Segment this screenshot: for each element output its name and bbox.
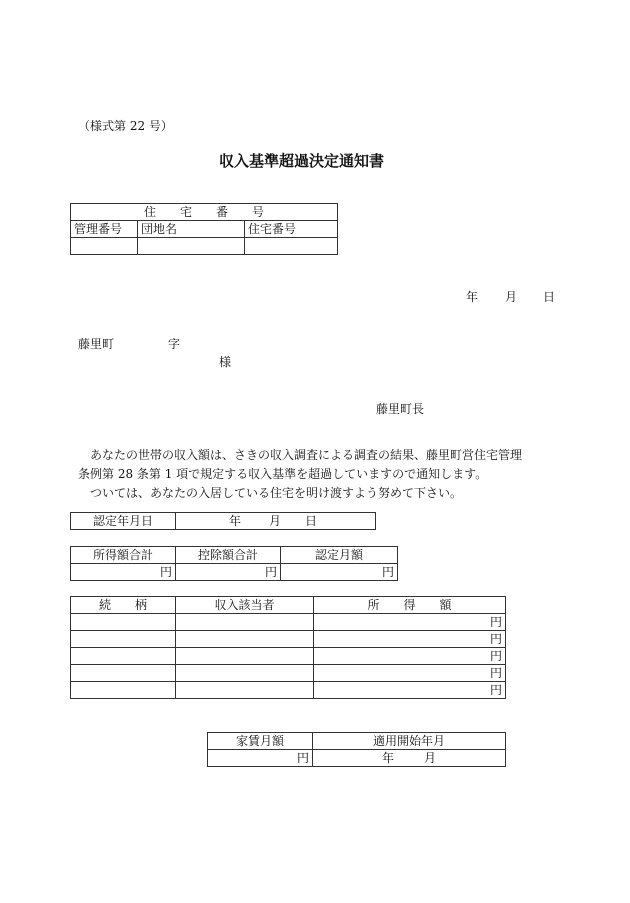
table-row bbox=[71, 648, 506, 665]
relation-cell[interactable] bbox=[71, 682, 176, 699]
monthly-rent-value[interactable]: 円 bbox=[208, 750, 313, 767]
sender: 藤里町長 bbox=[376, 402, 425, 416]
housing-number-value[interactable] bbox=[245, 238, 338, 255]
housing-number-header: 住 宅 番 号 bbox=[71, 204, 338, 221]
income-amount-cell[interactable]: 円 bbox=[314, 631, 506, 648]
relation-cell[interactable] bbox=[71, 631, 176, 648]
form-number: （様式第 22 号） bbox=[78, 119, 173, 133]
address-aza: 字 bbox=[168, 337, 181, 351]
housing-number-label: 住宅番号 bbox=[245, 221, 338, 238]
certification-date-table bbox=[70, 512, 376, 530]
table-row bbox=[71, 631, 506, 648]
income-earner-header: 収入該当者 bbox=[176, 597, 314, 614]
notice-body bbox=[78, 446, 568, 503]
income-total-value[interactable]: 円 bbox=[71, 564, 176, 581]
deduction-total-label: 控除額合計 bbox=[176, 547, 281, 564]
management-number-value[interactable] bbox=[71, 238, 138, 255]
table-row bbox=[71, 614, 506, 631]
relation-cell[interactable] bbox=[71, 648, 176, 665]
relation-cell[interactable] bbox=[71, 614, 176, 631]
address-sama: 様 bbox=[219, 355, 232, 369]
address-town: 藤里町 bbox=[78, 337, 115, 351]
date-month: 月 bbox=[505, 290, 518, 304]
cert-year: 年 bbox=[229, 514, 242, 528]
complex-name-label: 団地名 bbox=[138, 221, 245, 238]
income-earner-cell[interactable] bbox=[176, 648, 314, 665]
date-day: 日 bbox=[543, 290, 556, 304]
income-amount-cell[interactable]: 円 bbox=[314, 614, 506, 631]
income-earner-cell[interactable] bbox=[176, 614, 314, 631]
notice-line-3: ついては、あなたの入居している住宅を明け渡すよう努めて下さい。 bbox=[90, 486, 463, 500]
income-total-label: 所得額合計 bbox=[71, 547, 176, 564]
table-row bbox=[71, 665, 506, 682]
income-amount-header: 所 得 額 bbox=[314, 597, 506, 614]
deduction-total-value[interactable]: 円 bbox=[176, 564, 281, 581]
notice-line-1: あなたの世帯の収入額は、さきの収入調査による調査の結果、藤里町営住宅管理 bbox=[90, 448, 523, 462]
complex-name-value[interactable] bbox=[138, 238, 245, 255]
monthly-rent-label: 家賃月額 bbox=[208, 733, 313, 750]
certification-date-label: 認定年月日 bbox=[71, 513, 176, 530]
income-amount-cell[interactable]: 円 bbox=[314, 682, 506, 699]
start-date-value[interactable] bbox=[313, 750, 506, 767]
rent-table bbox=[207, 732, 506, 767]
income-earner-cell[interactable] bbox=[176, 665, 314, 682]
notice-line-2: 条例第 28 条第 1 項で規定する収入基準を超過していますので通知します。 bbox=[78, 467, 488, 481]
relation-cell[interactable] bbox=[71, 665, 176, 682]
housing-number-table bbox=[70, 203, 338, 255]
amount-table bbox=[70, 546, 398, 581]
certification-date-value[interactable] bbox=[176, 513, 376, 530]
table-row bbox=[71, 682, 506, 699]
start-year: 年 bbox=[381, 751, 394, 765]
management-number-label: 管理番号 bbox=[71, 221, 138, 238]
income-amount-cell[interactable]: 円 bbox=[314, 648, 506, 665]
income-table bbox=[70, 596, 506, 699]
relation-header: 続 柄 bbox=[71, 597, 176, 614]
income-amount-cell[interactable]: 円 bbox=[314, 665, 506, 682]
page-title: 収入基準超過決定通知書 bbox=[219, 152, 385, 170]
certified-monthly-value[interactable]: 円 bbox=[281, 564, 398, 581]
certified-monthly-label: 認定月額 bbox=[281, 547, 398, 564]
date-year: 年 bbox=[466, 290, 479, 304]
start-date-label: 適用開始年月 bbox=[313, 733, 506, 750]
cert-month: 月 bbox=[269, 514, 282, 528]
start-month: 月 bbox=[424, 751, 437, 765]
cert-day: 日 bbox=[305, 514, 318, 528]
income-earner-cell[interactable] bbox=[176, 682, 314, 699]
income-earner-cell[interactable] bbox=[176, 631, 314, 648]
